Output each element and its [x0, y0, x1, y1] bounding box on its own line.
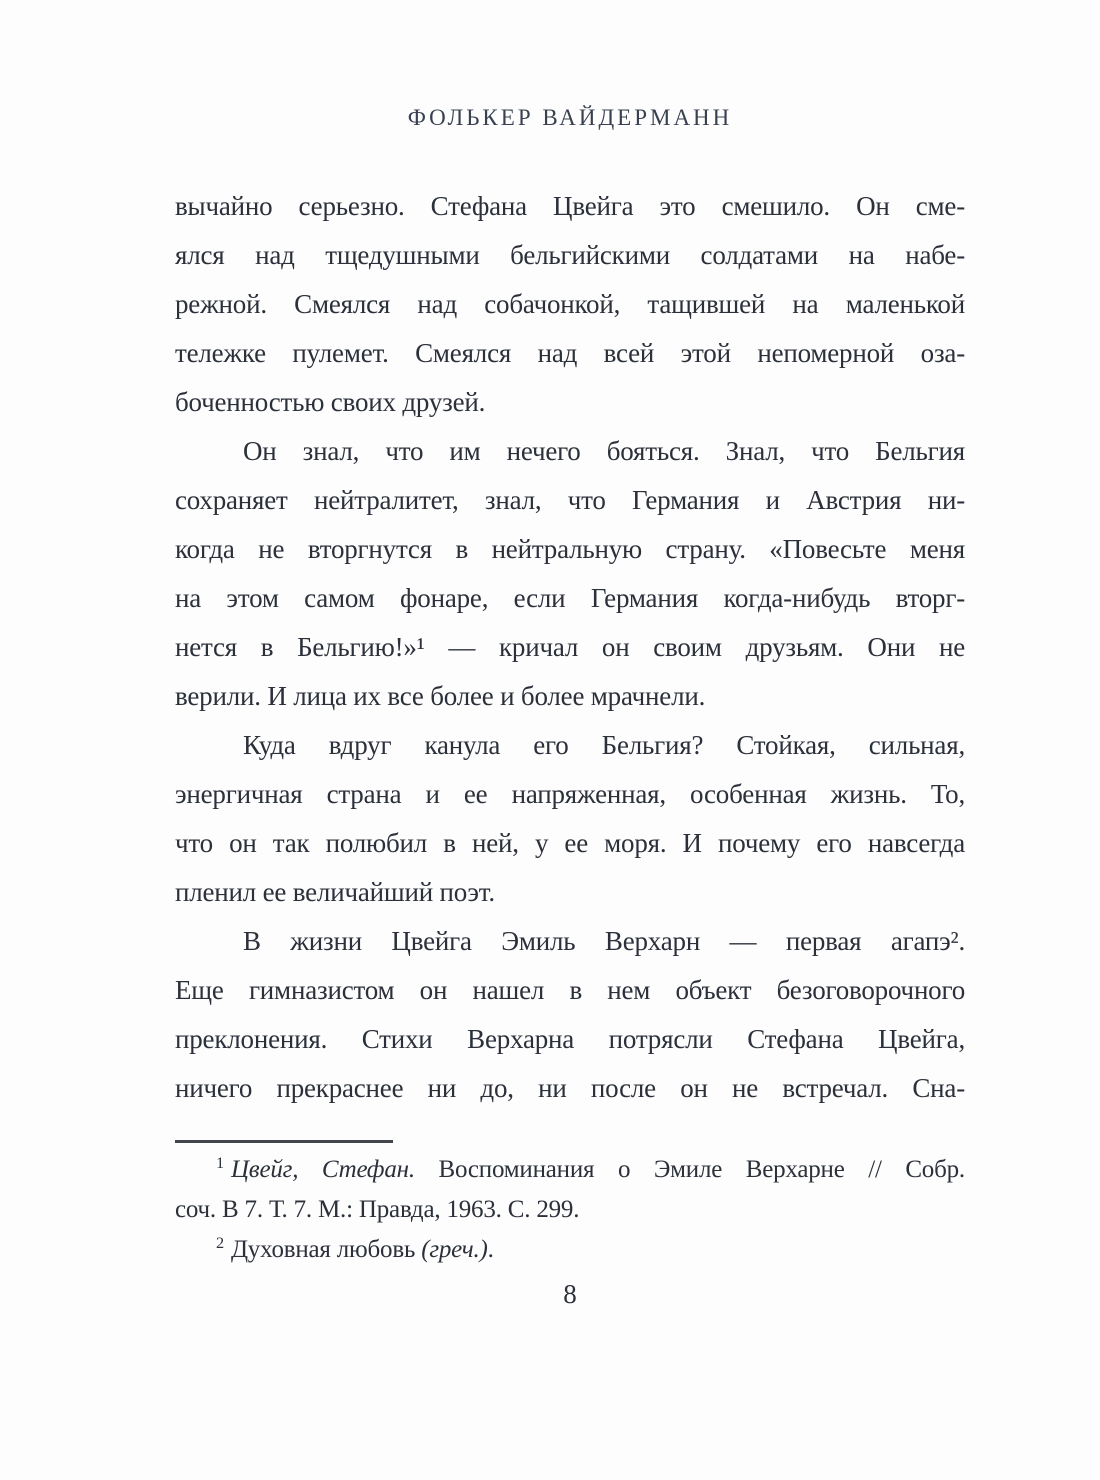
paragraph	[175, 917, 965, 1113]
body-line: верили. И лица их все более и более мрачнели.	[175, 681, 706, 711]
footnote-2-marker: 2	[216, 1233, 224, 1252]
footnote-1-line-2: соч. В 7. Т. 7. М.: Правда, 1963. С. 299.	[175, 1196, 580, 1223]
running-header: ФОЛЬКЕР ВАЙДЕРМАНН	[407, 105, 733, 130]
body-line: вычайно серьезно. Стефана Цвейга это смешило. Он сме-	[175, 191, 965, 221]
footnote-1-reference: Воспоминания о Эмиле Верхарне // Собр.	[414, 1156, 965, 1183]
body-line: боченностью своих друзей.	[175, 387, 486, 417]
body-line: тележке пулемет. Смеялся над всей этой непомерной оза-	[175, 338, 965, 368]
body-line: когда не вторгнутся в нейтральную страну. «Повесьте меня	[175, 534, 965, 564]
paragraph	[175, 427, 965, 721]
footnote-2	[175, 1230, 965, 1270]
body-line: ялся над тщедушными бельгийскими солдатами на набе-	[175, 240, 965, 270]
body-line: В жизни Цвейга Эмиль Верхарн — первая агапэ².	[243, 926, 965, 956]
footnote-2-period: .	[487, 1236, 494, 1263]
footnote-2-text: Духовная любовь	[230, 1236, 422, 1263]
footnote-1-author: Цвейг, Стефан.	[230, 1156, 415, 1183]
footnote-divider	[175, 1140, 393, 1143]
body-line: энергичная страна и ее напряженная, особенная жизнь. То,	[175, 779, 965, 809]
body-line: ничего прекраснее ни до, ни после он не встречал. Сна-	[175, 1073, 965, 1103]
body-text	[175, 182, 965, 1113]
body-line: что он так полюбил в ней, у ее моря. И почему его навсегда	[175, 828, 965, 858]
body-line: пленил ее величайший поэт.	[175, 877, 495, 907]
body-line: нется в Бельгию!»¹ — кричал он своим друзьям. Они не	[175, 632, 965, 662]
body-line: Он знал, что им нечего бояться. Знал, что Бельгия	[243, 436, 965, 466]
body-line: сохраняет нейтралитет, знал, что Германия и Австрия ни-	[175, 485, 965, 515]
footnote-2-lang-note: (греч.)	[421, 1236, 488, 1263]
footnote-1-line-1	[175, 1150, 965, 1190]
footnotes	[175, 1150, 965, 1270]
paragraph	[175, 721, 965, 917]
body-line: на этом самом фонаре, если Германия когда-нибудь вторг-	[175, 583, 965, 613]
body-line: Еще гимназистом он нашел в нем объект безоговорочного	[175, 975, 965, 1005]
page-number: 8	[563, 1279, 577, 1309]
body-line: Куда вдруг канула его Бельгия? Стойкая, сильная,	[243, 730, 965, 760]
paragraph	[175, 182, 965, 427]
body-line: режной. Смеялся над собачонкой, тащившей на маленькой	[175, 289, 965, 319]
body-line: преклонения. Стихи Верхарна потрясли Стефана Цвейга,	[175, 1024, 965, 1054]
footnote-1-marker: 1	[216, 1153, 224, 1172]
